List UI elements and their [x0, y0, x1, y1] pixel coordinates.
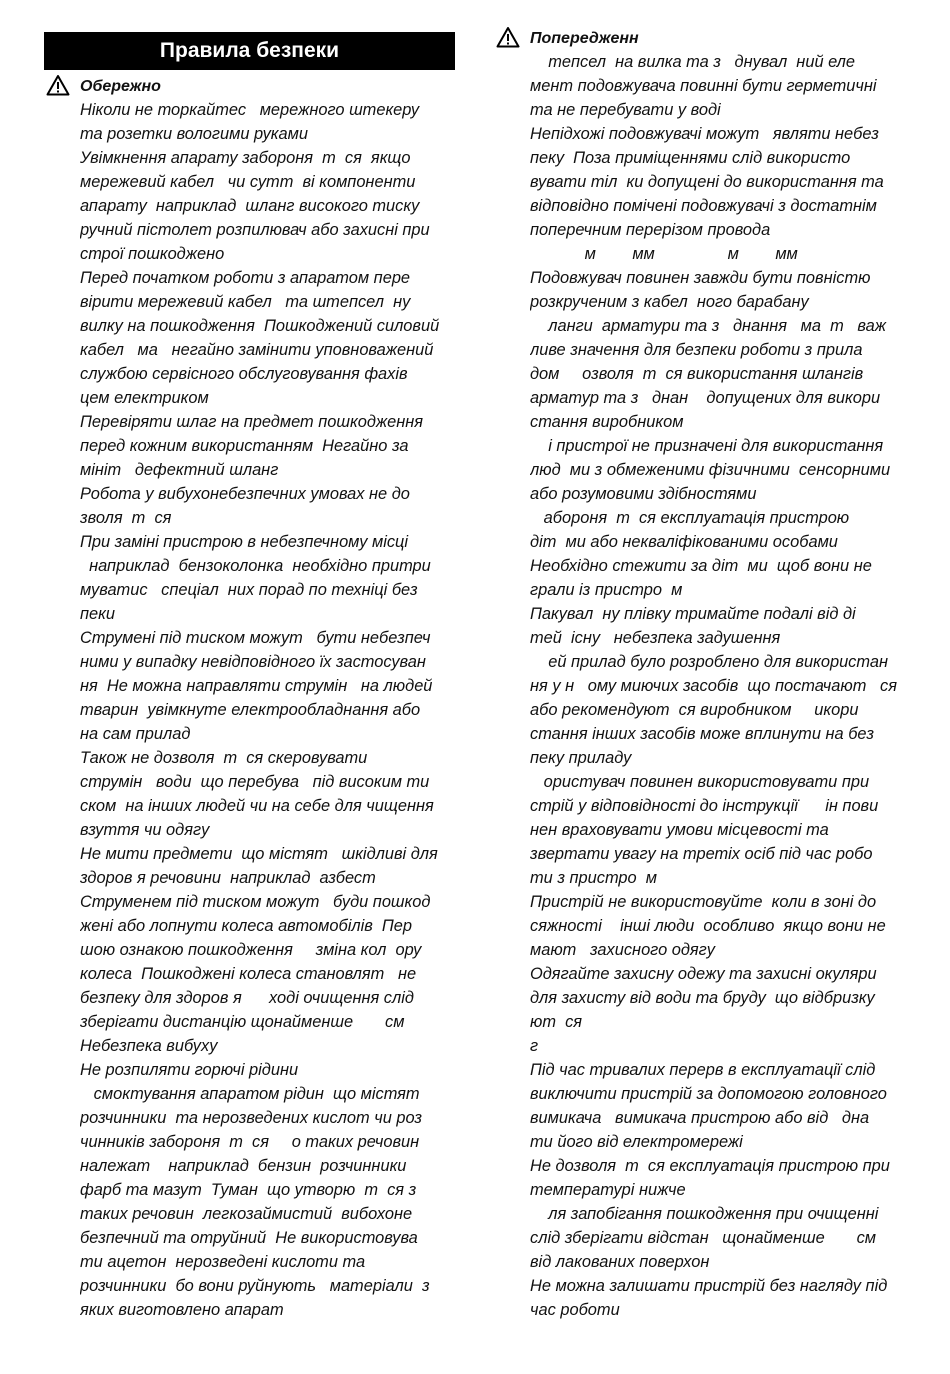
text-line: на сам прилад	[80, 725, 191, 743]
text-line: мают захисного одягу	[530, 941, 715, 959]
text-line: зберігати дистанцію щонайменше см	[80, 1013, 405, 1031]
text-line: та не перебувати у воді	[530, 101, 721, 119]
text-line: перед кожним використанням Негайно за	[80, 437, 409, 455]
text-line: Непідхожі подовжувачі можут являти небез	[530, 125, 879, 143]
text-line: ти ацетон нерозведені кислоти та	[80, 1253, 366, 1271]
text-line: Струмені під тиском можут бути небезпеч	[80, 629, 431, 647]
text-line: Не дозволя т ся експлуатація пристрою при	[530, 1157, 890, 1175]
text-line: таких речовин легкозаймистий вибохоне	[80, 1205, 413, 1223]
text-line: і пристрої не призначені для використання	[530, 437, 884, 455]
text-line: ня у н ому миючих засобів що постачают ся	[530, 677, 897, 695]
text-line: виключити пристрій за допомогою головного	[530, 1085, 887, 1103]
text-line: грали із пристро м	[530, 581, 683, 599]
text-line: апарату наприклад шланг високого тиску	[80, 197, 420, 215]
text-line: стрій у відповідності до інструкції ін пови	[530, 797, 879, 815]
text-line: ля запобігання пошкодження при очищенні	[530, 1205, 879, 1223]
text-line: звертати увагу на третіх осіб під час робо	[530, 845, 873, 863]
text-line: Подовжувач повинен завжди бути повністю	[530, 269, 871, 287]
text-line: сяжності інші люди особливо якщо вони не	[530, 917, 886, 935]
text-line: чинників забороня т ся о таких речовин	[80, 1133, 420, 1151]
text-line: При заміні пристрою в небезпечному місці	[80, 533, 409, 551]
text-line: пеку Поза приміщеннями слід використо	[530, 149, 851, 167]
text-line: для захисту від води та бруду що відбризку	[530, 989, 875, 1007]
text-line: цем електриком	[80, 389, 209, 407]
text-line: або розумовими здібностями	[530, 485, 757, 503]
warning-text	[530, 50, 920, 1322]
text-line: вірити мережевий кабел та штепсел ну	[80, 293, 411, 311]
text-line: фарб та мазут Туман що утворю т ся з	[80, 1181, 417, 1199]
text-line: тварин увімкнуте електрообладнання або	[80, 701, 421, 719]
text-line: безпеку для здоров я ході очищення слід	[80, 989, 414, 1007]
text-line: службою сервісного обслуговування фахів	[80, 365, 408, 383]
caution-text	[80, 98, 460, 1322]
text-line: жені або лопнути колеса автомобілів Пер	[80, 917, 413, 935]
warning-triangle-icon	[46, 74, 70, 96]
text-line: нен враховувати умови місцевості та	[530, 821, 829, 839]
text-line: мініт дефектний шланг	[80, 461, 279, 479]
text-line: Не можна залишати пристрій без нагляду під	[530, 1277, 888, 1295]
text-line: наприклад бензоколонка необхідно притри	[80, 557, 431, 575]
text-line: відповідно помічені подовжувачі з достатнім	[530, 197, 877, 215]
text-line: струмін води що перебува під високим ти	[80, 773, 430, 791]
text-line: ти його від електромережі	[530, 1133, 743, 1151]
text-line: кабел ма негайно замінити уповноважений	[80, 341, 434, 359]
text-line: пеки	[80, 605, 115, 623]
text-line: або рекомендуют ся виробником икори	[530, 701, 859, 719]
text-line: Не мити предмети що містят шкідливі для	[80, 845, 438, 863]
text-line: ей прилад було розроблено для використан	[530, 653, 888, 671]
text-line: Струменем під тиском можут буди пошкод	[80, 893, 431, 911]
warning-heading: Попередженн	[530, 30, 639, 47]
text-line: смоктування апаратом рідин що містят	[80, 1085, 420, 1103]
text-line: стання інших засобів може вплинути на без	[530, 725, 874, 743]
text-line: взуття чи одягу	[80, 821, 210, 839]
text-line: яких виготовлено апарат	[80, 1301, 284, 1319]
text-line: вимикача вимикача пристрою або від дна	[530, 1109, 870, 1127]
text-line: слід зберігати відстан щонайменше см	[530, 1229, 876, 1247]
text-line: ористувач повинен використовувати при	[530, 773, 870, 791]
text-line: розчинники та нерозведених кислот чи роз	[80, 1109, 423, 1127]
text-line: Не розпиляти горючі рідини	[80, 1061, 299, 1079]
text-line: час роботи	[530, 1301, 620, 1319]
text-line: пеку приладу	[530, 749, 632, 767]
warning-triangle-icon	[496, 26, 520, 48]
text-line: та розетки вологими руками	[80, 125, 309, 143]
text-line: Перед початком роботи з апаратом пере	[80, 269, 411, 287]
text-line: Ніколи не торкайтес мережного штекеру	[80, 101, 420, 119]
text-line: Необхідно стежити за діт ми щоб вони не	[530, 557, 872, 575]
text-line: розчинники бо вони руйнують матеріали з	[80, 1277, 430, 1295]
text-line: Робота у вибухонебезпечних умовах не до	[80, 485, 410, 503]
text-line: безпечний та отруйний Не використовува	[80, 1229, 418, 1247]
text-line: ними у випадку невідповідного їх застосуван	[80, 653, 426, 671]
text-line: арматур та з днан допущених для викори	[530, 389, 881, 407]
text-line: поперечним перерізом провода	[530, 221, 771, 239]
text-line: муватис спеціал них порад по техніці без	[80, 581, 418, 599]
text-line: ланги арматури та з днання ма т важ	[530, 317, 887, 335]
text-line: вувати тіл ки допущені до використання та	[530, 173, 884, 191]
text-line: Під час тривалих перерв в експлуатації слід	[530, 1061, 876, 1079]
text-line: ют ся	[530, 1013, 583, 1031]
text-line: тей існу небезпека задушення	[530, 629, 781, 647]
text-line: мент подовжувача повинні бути герметичні	[530, 77, 877, 95]
text-line: Також не дозволя т ся скеровувати	[80, 749, 368, 767]
text-line: стання виробником	[530, 413, 684, 431]
page-title: Правила безпеки	[159, 39, 340, 62]
text-line: вилку на пошкодження Пошкоджений силовий	[80, 317, 440, 335]
text-line: абороня т ся експлуатація пристрою	[530, 509, 850, 527]
text-line: ня Не можна направляти струмін на людей	[80, 677, 433, 695]
text-line: Увімкнення апарату забороня т ся якщо	[80, 149, 411, 167]
text-line: від лакованих поверхон	[530, 1253, 710, 1271]
text-line: Небезпека вибуху	[80, 1037, 218, 1055]
text-line: ручний пістолет розпилювач або захисні при	[80, 221, 430, 239]
text-line: дом озволя т ся використання шлангів	[530, 365, 864, 383]
text-line: м мм м мм	[530, 245, 798, 263]
text-line: тепсел на вилка та з днувал ний еле	[530, 53, 856, 71]
text-line: Пристрій не використовуйте коли в зоні до	[530, 893, 877, 911]
text-line: строї пошкоджено	[80, 245, 225, 263]
title-bar	[44, 32, 455, 70]
text-line: шою ознакою пошкодження зміна кол ору	[80, 941, 422, 959]
text-line: належат наприклад бензин розчинники	[80, 1157, 407, 1175]
text-line: люд ми з обмеженими фізичними сенсорними	[530, 461, 891, 479]
text-line: діт ми або некваліфікованими особами	[530, 533, 838, 551]
text-line: Перевіряти шлаг на предмет пошкодження	[80, 413, 424, 431]
text-line: температурі нижче	[530, 1181, 686, 1199]
text-line: Одягайте захисну одежу та захисні окуляри	[530, 965, 877, 983]
text-line: ти з пристро м	[530, 869, 657, 887]
text-line: ливе значення для безпеки роботи з прила	[530, 341, 863, 359]
text-line: розкрученим з кабел ного барабану	[530, 293, 809, 311]
caution-heading: Обережно	[80, 78, 161, 95]
text-line: ском на інших людей чи на себе для чищення	[80, 797, 434, 815]
text-line: здоров я речовини наприклад азбест	[80, 869, 376, 887]
text-line: мережевий кабел чи сутт ві компоненти	[80, 173, 416, 191]
text-line: колеса Пошкоджені колеса становлят не	[80, 965, 417, 983]
text-line: Пакувал ну плівку тримайте подалі від ді	[530, 605, 856, 623]
text-line: г	[530, 1037, 539, 1055]
text-line: зволя т ся	[80, 509, 172, 527]
